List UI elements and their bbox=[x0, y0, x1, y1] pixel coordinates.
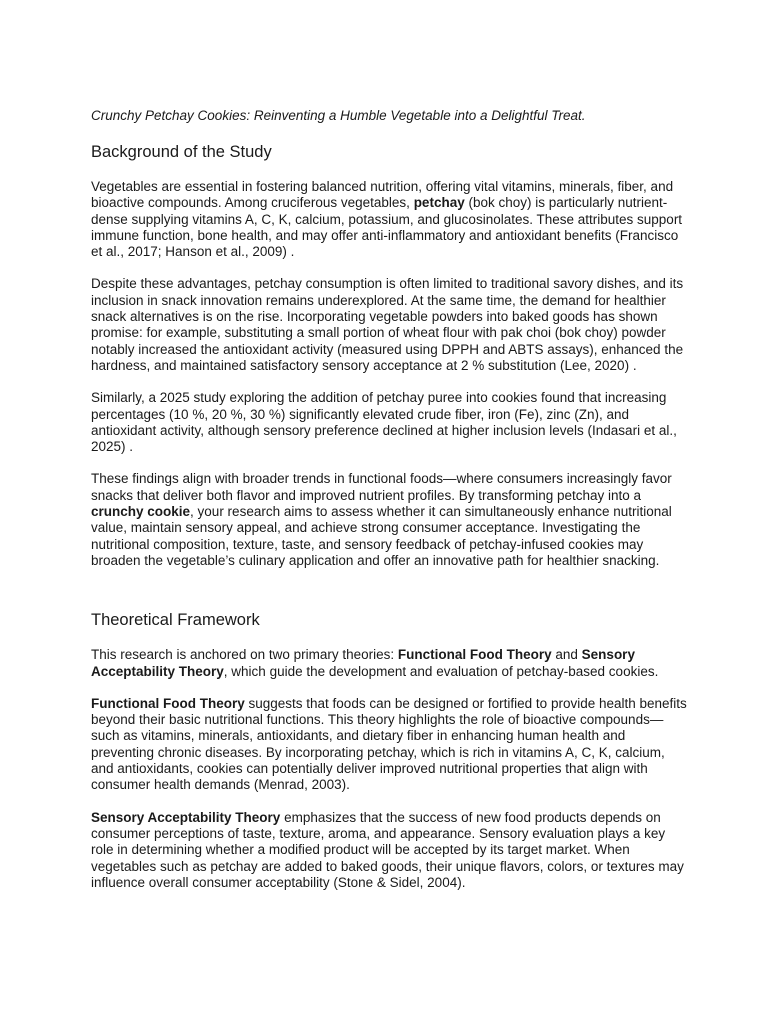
background-paragraph-2: Despite these advantages, petchay consumption is often limited to traditional savory dishes, and its inclusion in snack innovation remains underexplored. At the same time, the demand for healthier snack alternatives is on the rise. Incorporating vegetable powders into baked goods has shown promise: for example, substituting a small portion of wheat flour with pak choi (bok choy) powder notably increased the antioxidant activity (measured using DPPH and ABTS assays), enhanced the hardness, and maintained satisfactory sensory acceptance at 2 % substitution (Lee, 2020) . bbox=[91, 276, 684, 373]
background-paragraph-1 bbox=[91, 179, 691, 260]
framework-heading: Theoretical Framework bbox=[91, 611, 260, 630]
background-paragraph-3: Similarly, a 2025 study exploring the addition of petchay puree into cookies found that increasing percentages (10 %, 20 %, 30 %) significantly elevated crude fiber, iron (Fe), zinc (Zn), and antioxidant activity, although sensory preference declined at higher inclusion levels (Indasari et al., 2025) . bbox=[91, 390, 677, 455]
bold-term-sensory-acceptability-theory: Sensory Acceptability Theory bbox=[91, 809, 281, 825]
framework-paragraph-1 bbox=[91, 647, 691, 680]
bold-term-sensory-acceptability-theory: Sensory Acceptability Theory bbox=[91, 647, 635, 679]
text-run: (bok choy) is particularly nutrient-dense supplying vitamins A, C, K, calcium, potassium, and glucosinolates. These attributes support immune function, bone health, and may offer anti-inflammatory and antioxidant benefits (Francisco et al., 2017; Hanson et al., 2009) . bbox=[91, 195, 683, 260]
background-heading: Background of the Study bbox=[91, 143, 272, 161]
text-run: suggests that foods can be designed or fortified to provide health benefits beyond their basic nutritional functions. This theory highlights the role of bioactive compounds—such as vitamins, minerals, antioxidants, and dietary fiber in enhancing human health and preventing chronic diseases. By incorporating petchay, which is rich in vitamins A, C, K, calcium, and antioxidants, cookies can potentially deliver improved nutritional properties that align with consumer health demands (Menrad, 2003). bbox=[91, 695, 687, 793]
bold-term-petchay: petchay bbox=[413, 195, 465, 211]
bold-term-crunchy-cookie: crunchy cookie bbox=[91, 504, 191, 520]
text-run: and bbox=[551, 647, 582, 663]
bold-term-functional-food-theory: Functional Food Theory bbox=[91, 695, 245, 711]
text-run: This research is anchored on two primary theories: bbox=[91, 647, 398, 663]
text-run: These findings align with broader trends in functional foods—where consumers increasingly favor snacks that deliver both flavor and improved nutrient profiles. By transforming petchay into a bbox=[91, 471, 672, 503]
text-run: , which guide the development and evaluation of petchay-based cookies. bbox=[223, 663, 659, 679]
framework-paragraph-3 bbox=[91, 810, 691, 891]
background-paragraph-4 bbox=[91, 471, 691, 569]
document-title: Crunchy Petchay Cookies: Reinventing a Humble Vegetable into a Delightful Treat. bbox=[91, 108, 586, 123]
text-run: , your research aims to assess whether it can simultaneously enhance nutritional value, maintain sensory appeal, and achieve strong consumer acceptance. Investigating the nutritional composition, texture, taste, and sensory feedback of petchay-infused cookies may broaden the vegetable’s culinary application and offer an innovative path for healthier snacking. bbox=[91, 504, 672, 568]
bold-term-functional-food-theory: Functional Food Theory bbox=[397, 647, 552, 663]
text-run: Vegetables are essential in fostering balanced nutrition, offering vital vitamins, minerals, fiber, and bioactive compounds. Among cruciferous vegetables, bbox=[91, 179, 674, 211]
framework-paragraph-2 bbox=[91, 696, 691, 794]
text-run: emphasizes that the success of new food products depends on consumer perceptions of taste, texture, aroma, and appearance. Sensory evaluation plays a key role in determining whether a modified product will be accepted by its target market. When vegetables such as petchay are added to baked goods, their unique flavors, colors, or textures may influence overall consumer acceptability (Stone & Sidel, 2004). bbox=[91, 809, 684, 890]
document-page bbox=[91, 107, 691, 907]
